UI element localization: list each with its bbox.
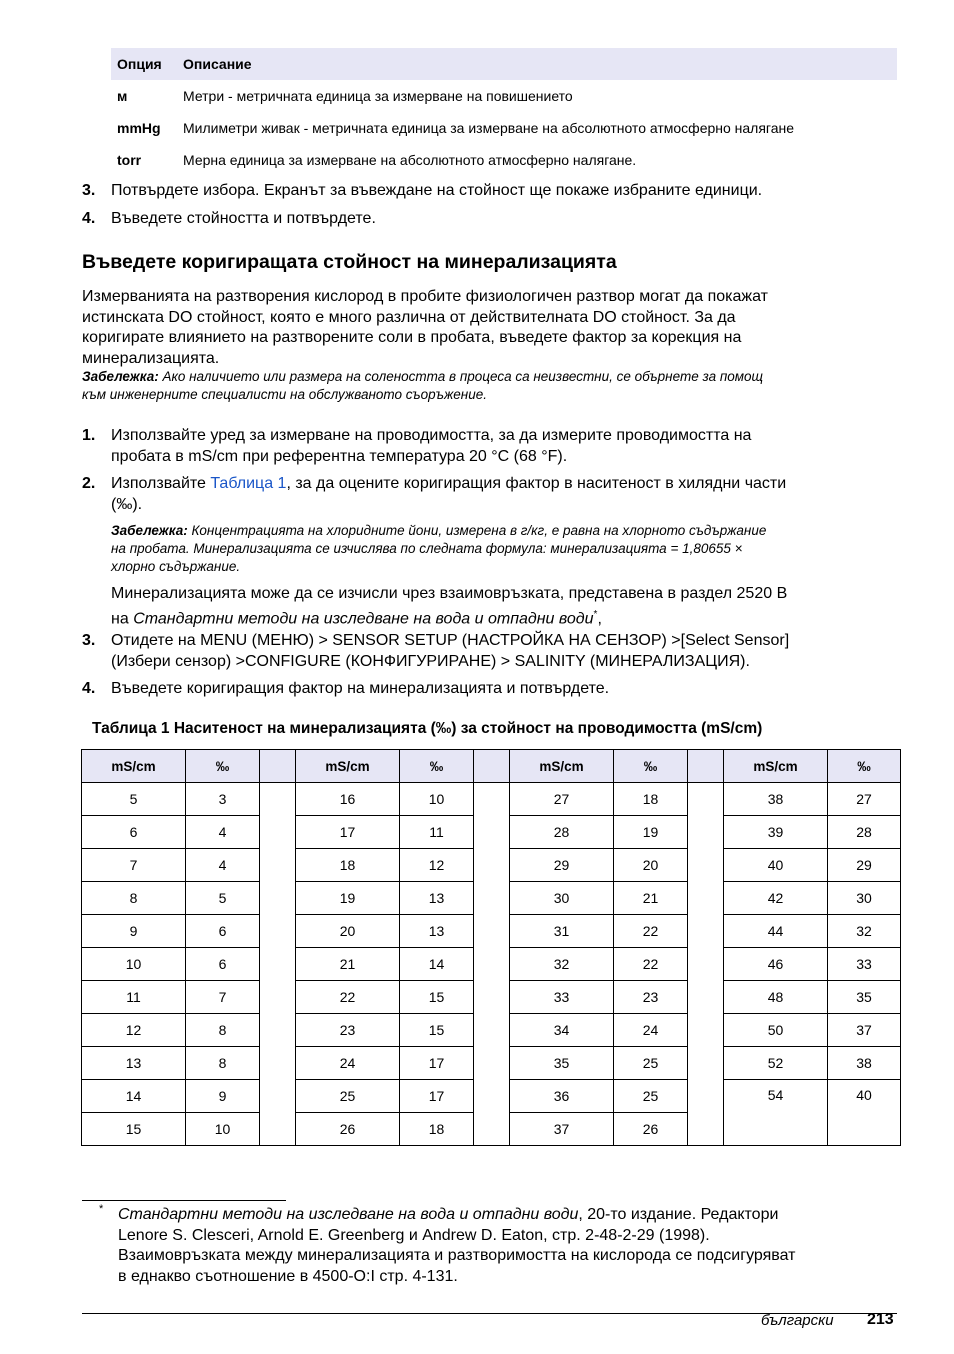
cell-ms-cm: 32 <box>510 948 614 981</box>
cell-permille: 22 <box>614 948 688 981</box>
footnote-line: Lenore S. Clesceri, Arnold E. Greenberg и Andrew D. Eaton, стр. 2-48-2-29 (1998). <box>118 1226 710 1244</box>
table-row <box>82 1080 901 1113</box>
step-text: Въведете стойността и потвърдете. <box>111 210 376 227</box>
cell-permille: 18 <box>614 783 688 816</box>
cell-permille: 25 <box>614 1080 688 1113</box>
cell-permille: 6 <box>186 915 260 948</box>
cell-ms-cm: 40 <box>724 849 828 882</box>
note-text: Ако наличието или размера на солеността в процеса са неизвестни, се обърнете за помощ <box>158 369 764 384</box>
col-header-ms-cm: mS/cm <box>724 750 828 783</box>
cell-permille: 30 <box>828 882 901 915</box>
spacer-cell <box>474 981 510 1014</box>
option-key: м <box>117 88 128 104</box>
intro-line: Измерванията на разтворения кислород в пробите физиологичен разтвор могат да покажат <box>82 288 768 305</box>
spacer-cell <box>260 981 296 1014</box>
cell-ms-cm: 54 <box>724 1080 828 1146</box>
intro-line: минерализацията. <box>82 349 220 367</box>
footnote-divider <box>82 1200 286 1201</box>
cell-ms-cm: 18 <box>296 849 400 882</box>
spacer-cell <box>688 915 724 948</box>
section-heading: Въведете коригиращата стойност на минерализацията <box>82 251 617 273</box>
cell-ms-cm: 33 <box>510 981 614 1014</box>
table-1-link[interactable]: Таблица 1 <box>210 475 287 492</box>
cell-ms-cm: 17 <box>296 816 400 849</box>
cell-permille: 15 <box>400 981 474 1014</box>
table-row <box>82 1014 901 1047</box>
table-row <box>111 80 897 112</box>
spacer-cell <box>688 1080 724 1113</box>
table-row <box>82 1047 901 1080</box>
cell-ms-cm: 9 <box>82 915 186 948</box>
cell-permille: 9 <box>186 1080 260 1113</box>
footnote-line: , 20-то издание. Редактори <box>578 1206 779 1223</box>
cell-ms-cm: 46 <box>724 948 828 981</box>
cell-ms-cm: 24 <box>296 1047 400 1080</box>
footnote-marker: * <box>593 608 598 620</box>
cell-permille: 10 <box>400 783 474 816</box>
note-text: на пробата. Минерализацията се изчислява по следната формула: минерализацията = 1,80655 × <box>111 541 743 556</box>
step-number: 1. <box>82 427 96 444</box>
cell-permille: 19 <box>614 816 688 849</box>
spacer-cell <box>474 1113 510 1146</box>
cell-permille: 28 <box>828 816 901 849</box>
step-number: 2. <box>82 475 96 492</box>
note-unknown-salinity <box>82 368 763 404</box>
spacer-cell <box>260 849 296 882</box>
cell-ms-cm: 22 <box>296 981 400 1014</box>
step-text: Потвърдете избора. Екранът за въвеждане на стойност ще покаже избраните единици. <box>111 182 763 199</box>
cell-ms-cm: 13 <box>82 1047 186 1080</box>
note-label: Забележка: <box>111 523 188 538</box>
cell-ms-cm: 10 <box>82 948 186 981</box>
cell-permille: 37 <box>828 1014 901 1047</box>
note-text: хлорно съдържание. <box>111 559 241 574</box>
cell-ms-cm: 39 <box>724 816 828 849</box>
spacer-cell <box>260 915 296 948</box>
cell-ms-cm: 15 <box>82 1113 186 1146</box>
cell-ms-cm: 34 <box>510 1014 614 1047</box>
cell-ms-cm: 30 <box>510 882 614 915</box>
cell-ms-cm: 38 <box>724 783 828 816</box>
cell-ms-cm: 52 <box>724 1047 828 1080</box>
salinity-relation-paragraph <box>111 584 787 629</box>
option-desc: Мерна единица за измерване на абсолютното атмосферно налягане. <box>183 152 637 168</box>
table-row <box>82 948 901 981</box>
cell-ms-cm: 6 <box>82 816 186 849</box>
step-number: 3. <box>82 182 96 199</box>
step-text: Отидете на MENU (МЕНЮ) > SENSOR SETUP (НАСТРОЙКА НА СЕНЗОР) >[Select Sensor] <box>111 632 790 649</box>
cell-ms-cm: 35 <box>510 1047 614 1080</box>
spacer-cell <box>474 948 510 981</box>
cell-ms-cm: 11 <box>82 981 186 1014</box>
cell-permille: 11 <box>400 816 474 849</box>
cell-ms-cm: 36 <box>510 1080 614 1113</box>
options-col-description: Описание <box>177 48 897 80</box>
footnote-star: * <box>99 1203 104 1215</box>
cell-permille: 15 <box>400 1014 474 1047</box>
cell-permille: 5 <box>186 882 260 915</box>
cell-ms-cm: 23 <box>296 1014 400 1047</box>
cell-ms-cm: 28 <box>510 816 614 849</box>
para-line: Минерализацията може да се изчисли чрез взаимовръзката, представена в раздел 2520 B <box>111 585 788 602</box>
intro-paragraph <box>82 287 768 369</box>
cell-permille: 17 <box>400 1047 474 1080</box>
step-number: 4. <box>82 680 96 697</box>
cell-ms-cm: 37 <box>510 1113 614 1146</box>
option-key: torr <box>117 152 142 168</box>
options-table <box>111 48 897 176</box>
footnote-line: в еднакво съотношение в 4500-O:I стр. 4-131. <box>118 1267 458 1285</box>
spacer-header <box>474 750 510 783</box>
spacer-cell <box>688 1047 724 1080</box>
cell-ms-cm: 8 <box>82 882 186 915</box>
cell-ms-cm: 12 <box>82 1014 186 1047</box>
cell-permille: 13 <box>400 915 474 948</box>
table-row <box>82 981 901 1014</box>
cell-ms-cm: 29 <box>510 849 614 882</box>
table-row <box>82 849 901 882</box>
step-text: (‰). <box>111 495 143 513</box>
cell-permille: 18 <box>400 1113 474 1146</box>
page-number: 213 <box>867 1311 894 1328</box>
table-row <box>82 882 901 915</box>
cell-ms-cm: 14 <box>82 1080 186 1113</box>
spacer-cell <box>474 849 510 882</box>
spacer-cell <box>474 1014 510 1047</box>
cell-permille: 17 <box>400 1080 474 1113</box>
cell-permille: 32 <box>828 915 901 948</box>
para-text: , <box>597 609 602 627</box>
spacer-cell <box>688 882 724 915</box>
cell-ms-cm: 44 <box>724 915 828 948</box>
spacer-cell <box>260 882 296 915</box>
spacer-cell <box>688 981 724 1014</box>
step-text: (Избери сензор) >CONFIGURE (КОНФИГУРИРАНЕ) > SALINITY (МИНЕРАЛИЗАЦИЯ). <box>111 652 750 670</box>
spacer-cell <box>474 1047 510 1080</box>
cell-permille: 29 <box>828 849 901 882</box>
options-table-header <box>111 48 897 80</box>
cell-permille: 25 <box>614 1047 688 1080</box>
spacer-cell <box>260 1014 296 1047</box>
step-text: пробата в mS/cm при референтна температура 20 °C (68 °F). <box>111 447 568 465</box>
cell-ms-cm: 5 <box>82 783 186 816</box>
cell-permille: 4 <box>186 816 260 849</box>
footnote-title: Стандартни методи на изследване на вода и отпадни води <box>118 1206 579 1223</box>
cell-permille: 40 <box>828 1080 901 1146</box>
cell-permille: 22 <box>614 915 688 948</box>
cell-ms-cm: 50 <box>724 1014 828 1047</box>
spacer-cell <box>260 948 296 981</box>
col-header-permille: ‰ <box>400 750 474 783</box>
note-text: към инженерните специалисти на обслужваното съоръжение. <box>82 387 487 402</box>
cell-ms-cm: 20 <box>296 915 400 948</box>
cell-permille: 10 <box>186 1113 260 1146</box>
options-col-option: Опция <box>111 48 177 80</box>
cell-permille: 26 <box>614 1113 688 1146</box>
spacer-cell <box>474 915 510 948</box>
spacer-cell <box>474 816 510 849</box>
spacer-cell <box>688 1014 724 1047</box>
cell-ms-cm: 19 <box>296 882 400 915</box>
spacer-cell <box>474 783 510 816</box>
spacer-cell <box>260 1080 296 1113</box>
step-text: Използвайте уред за измерване на проводимостта, за да измерите проводимостта на <box>111 427 752 444</box>
cell-ms-cm: 42 <box>724 882 828 915</box>
footnote-text <box>118 1205 898 1287</box>
cell-permille: 4 <box>186 849 260 882</box>
intro-line: истинската DO стойност, която е много различна от действителната DO стойност. За да <box>82 308 736 326</box>
col-header-permille: ‰ <box>186 750 260 783</box>
spacer-header <box>688 750 724 783</box>
spacer-cell <box>474 882 510 915</box>
cell-permille: 8 <box>186 1014 260 1047</box>
cell-permille: 38 <box>828 1047 901 1080</box>
cell-permille: 7 <box>186 981 260 1014</box>
step-text: , за да оцените коригиращия фактор в наситеност в хилядни части <box>286 475 787 492</box>
col-header-permille: ‰ <box>828 750 901 783</box>
footer-language: български <box>761 1312 834 1329</box>
footnote-line: Взаимовръзката между минерализацията и разтворимостта на кислорода се подсигуряват <box>118 1247 796 1264</box>
cell-permille: 33 <box>828 948 901 981</box>
reference-title: Стандартни методи на изследване на вода и отпадни води <box>133 609 594 627</box>
spacer-cell <box>688 783 724 816</box>
cell-permille: 24 <box>614 1014 688 1047</box>
spacer-cell <box>688 1113 724 1146</box>
table-row <box>111 112 897 144</box>
para-text: на <box>111 609 134 627</box>
table-caption: Таблица 1 Наситеност на минерализацията (‰) за стойност на проводимостта (mS/cm) <box>92 720 763 737</box>
cell-permille: 21 <box>614 882 688 915</box>
spacer-cell <box>474 1080 510 1113</box>
cell-permille: 27 <box>828 783 901 816</box>
cell-permille: 3 <box>186 783 260 816</box>
cell-ms-cm: 26 <box>296 1113 400 1146</box>
salinity-table <box>81 749 901 1146</box>
spacer-cell <box>260 1113 296 1146</box>
cell-permille: 8 <box>186 1047 260 1080</box>
spacer-cell <box>260 816 296 849</box>
note-chloride <box>111 522 766 576</box>
step-number: 3. <box>82 632 96 649</box>
col-header-ms-cm: mS/cm <box>296 750 400 783</box>
cell-permille: 14 <box>400 948 474 981</box>
salinity-table-header <box>82 750 901 783</box>
cell-permille: 6 <box>186 948 260 981</box>
cell-ms-cm: 48 <box>724 981 828 1014</box>
cell-ms-cm: 31 <box>510 915 614 948</box>
table-row <box>82 915 901 948</box>
cell-permille: 23 <box>614 981 688 1014</box>
cell-ms-cm: 7 <box>82 849 186 882</box>
cell-ms-cm: 25 <box>296 1080 400 1113</box>
option-desc: Метри - метричната единица за измерване на повишението <box>183 88 573 104</box>
col-header-ms-cm: mS/cm <box>510 750 614 783</box>
note-label: Забележка: <box>82 369 159 384</box>
table-row <box>111 144 897 176</box>
step-text: Въведете коригиращия фактор на минерализацията и потвърдете. <box>111 680 610 697</box>
cell-permille: 13 <box>400 882 474 915</box>
intro-line: коригирате влиянието на разтворените соли в пробата, въведете фактор за корекция на <box>82 329 742 346</box>
cell-ms-cm: 21 <box>296 948 400 981</box>
cell-ms-cm: 27 <box>510 783 614 816</box>
cell-permille: 35 <box>828 981 901 1014</box>
option-key: mmHg <box>117 120 161 136</box>
spacer-cell <box>688 849 724 882</box>
table-row <box>82 783 901 816</box>
cell-permille: 12 <box>400 849 474 882</box>
table-row <box>82 816 901 849</box>
cell-ms-cm: 16 <box>296 783 400 816</box>
spacer-cell <box>688 948 724 981</box>
spacer-header <box>260 750 296 783</box>
step-text: Използвайте <box>111 475 211 492</box>
col-header-permille: ‰ <box>614 750 688 783</box>
spacer-cell <box>260 1047 296 1080</box>
note-text: Концентрацията на хлоридните йони, измерена в г/кг, е равна на хлорното съдържание <box>187 523 767 538</box>
spacer-cell <box>260 783 296 816</box>
option-desc: Милиметри живак - метричната единица за измерване на абсолютното атмосферно налягане <box>183 120 795 136</box>
cell-permille: 20 <box>614 849 688 882</box>
spacer-cell <box>688 816 724 849</box>
col-header-ms-cm: mS/cm <box>82 750 186 783</box>
step-number: 4. <box>82 210 96 227</box>
